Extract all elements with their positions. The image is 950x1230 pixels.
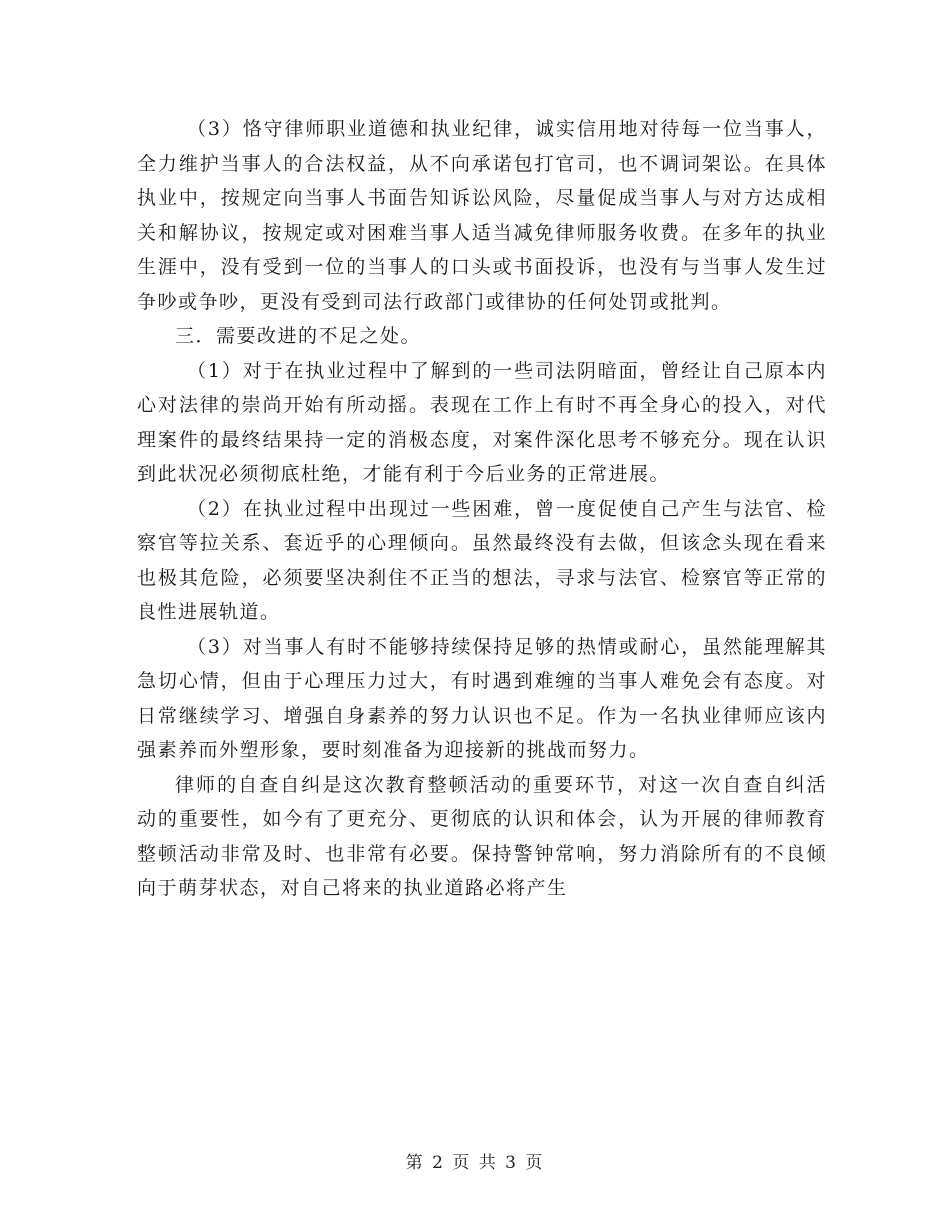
paragraph-improvement-1: （1）对于在执业过程中了解到的一些司法阴暗面，曾经让自己原本内心对法律的崇尚开始有所动摇。表现在工作上有时不再全身心的投入，对代理案件的最终结果持一定的消极态度，对案件深化思考不够充分。现在认识到此状况必须彻底杜绝，才能有利于今后业务的正常进展。 (137, 359, 827, 485)
document-body (137, 112, 827, 906)
paragraph-improvement-2: （2）在执业过程中出现过一些困难，曾一度促使自己产生与法官、检察官等拉关系、套近乎的心理倾向。虽然最终没有去做，但该念头现在看来也极其危险，必须要坚决刹住不正当的想法，寻求与法官、检察官等正常的良性进展轨道。 (137, 497, 827, 623)
page-number-footer: 第 2 页 共 3 页 (405, 1153, 545, 1173)
paragraph-conclusion: 律师的自查自纠是这次教育整顿活动的重要环节，对这一次自查自纠活动的重要性，如今有了更充分、更彻底的认识和体会，认为开展的律师教育整顿活动非常及时、也非常有必要。保持警钟常响，努力消除所有的不良倾向于萌芽状态，对自己将来的执业道路必将产生 (137, 773, 827, 899)
section-heading-improvements: 三．需要改进的不足之处。 (175, 325, 422, 347)
paragraph-item-3-ethics: （3）恪守律师职业道德和执业纪律，诚实信用地对待每一位当事人，全力维护当事人的合法权益，从不向承诺包打官司，也不调词架讼。在具体执业中，按规定向当事人书面告知诉讼风险，尽量促成当事人与对方达成相关和解协议，按规定或对困难当事人适当减免律师服务收费。在多年的执业生涯中，没有受到一位的当事人的口头或书面投诉，也没有与当事人发生过争吵或争吵，更没有受到司法行政部门或律协的任何处罚或批判。 (137, 118, 827, 313)
paragraph-improvement-3: （3）对当事人有时不能够持续保持足够的热情或耐心，虽然能理解其急切心情，但由于心理压力过大，有时遇到难缠的当事人难免会有态度。对日常继续学习、增强自身素养的努力认识也不足。作为一名执业律师应该内强素养而外塑形象，要时刻准备为迎接新的挑战而努力。 (137, 635, 827, 761)
